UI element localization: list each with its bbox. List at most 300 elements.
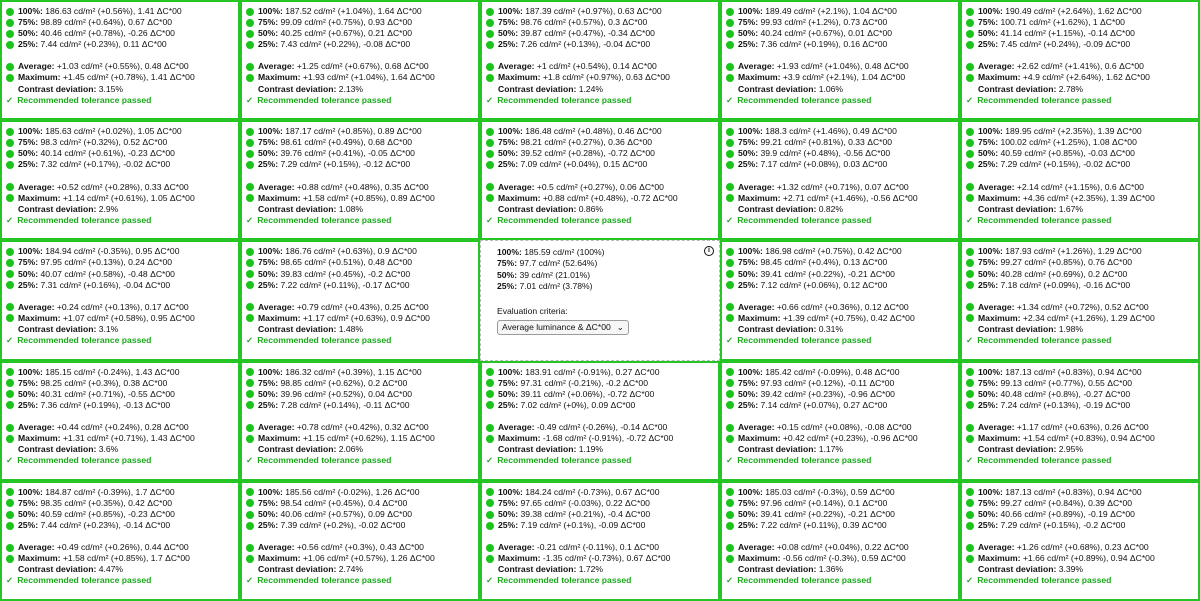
level-label: 75%: [498, 137, 519, 148]
info-icon[interactable]: i [704, 246, 714, 256]
average-row [966, 61, 1198, 72]
contrast-value: 2.9% [98, 203, 119, 214]
spacer [246, 531, 478, 542]
status-dot-icon [486, 8, 494, 16]
status-dot-icon [6, 368, 14, 376]
level-row [966, 487, 1198, 498]
level-row [6, 509, 238, 520]
status-dot-icon [486, 522, 494, 530]
level-row [486, 400, 718, 411]
status-dot-icon [966, 161, 974, 169]
pass-row [6, 215, 238, 226]
maximum-row [246, 193, 478, 204]
level-label: 100%: [498, 366, 523, 377]
spacer [726, 50, 958, 61]
status-dot-icon [6, 259, 14, 267]
status-dot-icon [246, 270, 254, 278]
level-label: 75%: [978, 497, 999, 508]
maximum-value: +1.8 cd/m² (+0.97%), 0.63 ΔC*00 [542, 72, 670, 83]
pass-row [486, 215, 718, 226]
level-label: 25%: [978, 520, 999, 531]
status-dot-icon [966, 281, 974, 289]
average-value: +0.08 cd/m² (+0.04%), 0.22 ΔC*00 [776, 542, 909, 553]
level-label: 25%: [978, 159, 999, 170]
contrast-row [6, 204, 238, 215]
contrast-value: 3.39% [1058, 564, 1084, 575]
average-row [6, 302, 238, 313]
spacer [6, 50, 238, 61]
level-label: 100%: [18, 126, 43, 137]
status-dot-icon [486, 161, 494, 169]
level-label: 100%: [258, 246, 283, 257]
level-value: 98.25 cd/m² (+0.3%), 0.38 ΔC*00 [40, 377, 168, 388]
check-icon: ✓ [246, 214, 254, 225]
level-value: 99.21 cd/m² (+0.81%), 0.33 ΔC*00 [760, 137, 893, 148]
spacer [486, 50, 718, 61]
status-dot-icon [246, 435, 254, 443]
level-label: 25%: [498, 159, 519, 170]
level-row [246, 487, 478, 498]
level-row [966, 400, 1198, 411]
level-value: 190.49 cd/m² (+2.64%), 1.62 ΔC*00 [1005, 6, 1142, 16]
contrast-label: Contrast deviation: [738, 444, 817, 455]
average-row [246, 542, 478, 553]
level-value: 7.28 cd/m² (+0.14%), -0.11 ΔC*00 [280, 399, 410, 410]
contrast-value: 1.08% [338, 203, 364, 214]
pass-label: Recommended tolerance passed [737, 575, 872, 586]
average-label: Average: [258, 542, 295, 553]
maximum-label: Maximum: [738, 433, 781, 444]
pass-row [726, 575, 958, 586]
contrast-value: 1.72% [578, 564, 604, 575]
check-icon: ✓ [6, 575, 14, 586]
contrast-label: Contrast deviation: [18, 323, 97, 334]
maximum-value: +1.06 cd/m² (+0.57%), 1.26 ΔC*00 [302, 553, 435, 564]
level-row [6, 520, 238, 531]
level-row [246, 400, 478, 411]
level-label: 25%: [258, 39, 279, 50]
status-dot-icon [486, 194, 494, 202]
status-dot-icon [726, 128, 734, 136]
level-row [246, 498, 478, 509]
contrast-value: 1.19% [578, 444, 604, 455]
status-dot-icon [246, 183, 254, 191]
level-label: 50%: [738, 268, 759, 279]
measurement-cell [240, 120, 480, 240]
maximum-row [966, 72, 1198, 83]
level-label: 25%: [258, 279, 279, 290]
level-row [966, 269, 1198, 280]
pass-label: Recommended tolerance passed [257, 94, 392, 105]
status-dot-icon [246, 150, 254, 158]
level-value: 39.41 cd/m² (+0.22%), -0.21 ΔC*00 [760, 268, 895, 279]
level-value: 7.29 cd/m² (+0.15%), -0.02 ΔC*00 [1000, 159, 1131, 170]
level-value: 184.94 cd/m² (-0.35%), 0.95 ΔC*00 [45, 246, 180, 257]
contrast-value: 1.48% [338, 323, 364, 334]
measurement-cell [960, 120, 1200, 240]
level-value: 7.39 cd/m² (+0.2%), -0.02 ΔC*00 [280, 520, 406, 531]
level-row [966, 137, 1198, 148]
status-dot-icon [726, 63, 734, 71]
contrast-row [246, 564, 478, 575]
level-value: 189.49 cd/m² (+2.1%), 1.04 ΔC*00 [765, 6, 897, 16]
spacer [6, 291, 238, 302]
level-label: 100%: [258, 6, 283, 16]
maximum-row [726, 72, 958, 83]
reference-level-value: 97.7 cd/m² (52.64%) [519, 258, 598, 269]
maximum-row [726, 553, 958, 564]
level-label: 25%: [738, 520, 759, 531]
level-value: 187.52 cd/m² (+1.04%), 1.64 ΔC*00 [285, 6, 422, 16]
average-label: Average: [18, 181, 55, 192]
average-row [726, 61, 958, 72]
level-value: 186.98 cd/m² (+0.75%), 0.42 ΔC*00 [765, 246, 902, 257]
contrast-label: Contrast deviation: [738, 323, 817, 334]
average-value: +0.56 cd/m² (+0.3%), 0.43 ΔC*00 [296, 542, 424, 553]
contrast-value: 2.74% [338, 564, 364, 575]
status-dot-icon [246, 8, 254, 16]
level-row [966, 159, 1198, 170]
maximum-row [966, 313, 1198, 324]
contrast-value: 1.36% [818, 564, 844, 575]
pass-label: Recommended tolerance passed [977, 455, 1112, 466]
level-label: 50%: [498, 28, 519, 39]
level-row [6, 148, 238, 159]
average-row [246, 302, 478, 313]
status-dot-icon [6, 544, 14, 552]
average-value: +1.26 cd/m² (+0.68%), 0.23 ΔC*00 [1016, 542, 1149, 553]
reference-level-label: 75%: [497, 258, 518, 269]
contrast-value: 0.31% [818, 323, 844, 334]
pass-row [966, 335, 1198, 346]
contrast-row [486, 564, 718, 575]
status-dot-icon [726, 30, 734, 38]
pass-label: Recommended tolerance passed [497, 94, 632, 105]
level-value: 100.71 cd/m² (+1.62%), 1 ΔC*00 [1000, 17, 1125, 28]
contrast-label: Contrast deviation: [738, 564, 817, 575]
maximum-value: +0.88 cd/m² (+0.48%), -0.72 ΔC*00 [542, 192, 678, 203]
status-dot-icon [486, 30, 494, 38]
status-dot-icon [486, 63, 494, 71]
pass-label: Recommended tolerance passed [257, 455, 392, 466]
contrast-label: Contrast deviation: [258, 83, 337, 94]
level-value: 40.48 cd/m² (+0.8%), -0.27 ΔC*00 [1000, 388, 1131, 399]
contrast-row [966, 324, 1198, 335]
average-label: Average: [18, 421, 55, 432]
level-row [966, 39, 1198, 50]
contrast-label: Contrast deviation: [978, 444, 1057, 455]
pass-label: Recommended tolerance passed [257, 575, 392, 586]
contrast-label: Contrast deviation: [498, 564, 577, 575]
average-label: Average: [258, 421, 295, 432]
status-dot-icon [726, 194, 734, 202]
level-value: 98.61 cd/m² (+0.49%), 0.68 ΔC*00 [280, 137, 413, 148]
level-value: 187.13 cd/m² (+0.83%), 0.94 ΔC*00 [1005, 366, 1142, 377]
spacer [966, 531, 1198, 542]
status-dot-icon [486, 488, 494, 496]
status-dot-icon [966, 522, 974, 530]
level-value: 7.24 cd/m² (+0.13%), -0.19 ΔC*00 [1000, 399, 1131, 410]
level-row [726, 378, 958, 389]
average-label: Average: [258, 61, 295, 72]
status-dot-icon [966, 390, 974, 398]
criteria-select[interactable] [497, 320, 629, 335]
level-label: 75%: [258, 137, 279, 148]
level-value: 40.24 cd/m² (+0.67%), 0.01 ΔC*00 [760, 28, 893, 39]
measurement-cell [0, 481, 240, 601]
maximum-value: +1.66 cd/m² (+0.89%), 0.94 ΔC*00 [1022, 553, 1155, 564]
level-row [966, 126, 1198, 137]
level-row [966, 520, 1198, 531]
pass-label: Recommended tolerance passed [257, 214, 392, 225]
measurement-cell [240, 361, 480, 481]
maximum-label: Maximum: [498, 192, 541, 203]
contrast-row [726, 444, 958, 455]
check-icon: ✓ [726, 455, 734, 466]
level-value: 189.95 cd/m² (+2.35%), 1.39 ΔC*00 [1005, 126, 1142, 137]
status-dot-icon [6, 379, 14, 387]
level-row [726, 498, 958, 509]
maximum-value: +1.15 cd/m² (+0.62%), 1.15 ΔC*00 [302, 433, 435, 444]
maximum-label: Maximum: [498, 433, 541, 444]
level-label: 25%: [978, 279, 999, 290]
level-row [6, 137, 238, 148]
status-dot-icon [6, 63, 14, 71]
status-dot-icon [726, 259, 734, 267]
level-label: 100%: [738, 486, 763, 497]
average-row [966, 422, 1198, 433]
check-icon: ✓ [246, 335, 254, 346]
level-label: 75%: [258, 257, 279, 268]
check-icon: ✓ [246, 455, 254, 466]
level-row [486, 6, 718, 17]
level-value: 40.46 cd/m² (+0.78%), -0.26 ΔC*00 [40, 28, 175, 39]
level-value: 99.27 cd/m² (+0.85%), 0.76 ΔC*00 [1000, 257, 1133, 268]
measurement-cell [720, 0, 960, 120]
status-dot-icon [726, 544, 734, 552]
status-dot-icon [6, 522, 14, 530]
maximum-row [246, 313, 478, 324]
check-icon: ✓ [486, 214, 494, 225]
level-label: 50%: [978, 28, 999, 39]
level-value: 39.52 cd/m² (+0.28%), -0.72 ΔC*00 [520, 148, 655, 159]
level-value: 7.43 cd/m² (+0.22%), -0.08 ΔC*00 [280, 39, 411, 50]
check-icon: ✓ [726, 335, 734, 346]
average-row [6, 542, 238, 553]
level-label: 100%: [18, 486, 43, 497]
average-label: Average: [738, 301, 775, 312]
level-value: 98.3 cd/m² (+0.32%), 0.52 ΔC*00 [40, 137, 168, 148]
status-dot-icon [246, 522, 254, 530]
maximum-row [486, 72, 718, 83]
average-value: +2.62 cd/m² (+1.41%), 0.6 ΔC*00 [1016, 61, 1144, 72]
level-value: 98.45 cd/m² (+0.4%), 0.13 ΔC*00 [760, 257, 888, 268]
status-dot-icon [486, 390, 494, 398]
level-value: 187.39 cd/m² (+0.97%), 0.63 ΔC*00 [525, 6, 662, 16]
level-value: 7.44 cd/m² (+0.23%), -0.14 ΔC*00 [40, 520, 171, 531]
level-value: 39.96 cd/m² (+0.52%), 0.04 ΔC*00 [280, 388, 413, 399]
maximum-row [726, 433, 958, 444]
level-value: 7.22 cd/m² (+0.11%), 0.39 ΔC*00 [760, 520, 887, 531]
average-row [486, 182, 718, 193]
status-dot-icon [726, 8, 734, 16]
average-row [966, 182, 1198, 193]
maximum-row [246, 72, 478, 83]
level-row [486, 378, 718, 389]
level-value: 40.07 cd/m² (+0.58%), -0.48 ΔC*00 [40, 268, 175, 279]
status-dot-icon [486, 74, 494, 82]
contrast-label: Contrast deviation: [18, 564, 97, 575]
status-dot-icon [486, 544, 494, 552]
pass-row [6, 95, 238, 106]
maximum-label: Maximum: [738, 553, 781, 564]
reference-level-label: 100%: [497, 247, 522, 258]
maximum-value: +0.42 cd/m² (+0.23%), -0.96 ΔC*00 [782, 433, 918, 444]
contrast-value: 3.15% [98, 83, 124, 94]
level-value: 185.15 cd/m² (-0.24%), 1.43 ΔC*00 [45, 366, 180, 377]
reference-row [497, 258, 719, 269]
measurement-cell [720, 361, 960, 481]
maximum-label: Maximum: [738, 192, 781, 203]
maximum-label: Maximum: [978, 433, 1021, 444]
maximum-row [726, 313, 958, 324]
contrast-row [6, 324, 238, 335]
status-dot-icon [486, 41, 494, 49]
level-row [486, 17, 718, 28]
level-label: 50%: [498, 148, 519, 159]
check-icon: ✓ [966, 455, 974, 466]
contrast-row [246, 444, 478, 455]
level-label: 75%: [258, 17, 279, 28]
status-dot-icon [486, 379, 494, 387]
status-dot-icon [6, 281, 14, 289]
pass-label: Recommended tolerance passed [737, 214, 872, 225]
level-label: 75%: [18, 377, 39, 388]
level-value: 40.59 cd/m² (+0.85%), -0.23 ΔC*00 [40, 508, 175, 519]
status-dot-icon [246, 74, 254, 82]
status-dot-icon [6, 19, 14, 27]
average-value: +0.49 cd/m² (+0.26%), 0.44 ΔC*00 [56, 542, 189, 553]
level-value: 97.95 cd/m² (+0.13%), 0.24 ΔC*00 [40, 257, 173, 268]
level-value: 98.35 cd/m² (+0.35%), 0.42 ΔC*00 [40, 497, 173, 508]
level-row [966, 367, 1198, 378]
status-dot-icon [966, 128, 974, 136]
level-row [246, 257, 478, 268]
check-icon: ✓ [246, 575, 254, 586]
pass-row [246, 335, 478, 346]
reference-row [497, 247, 719, 258]
average-row [726, 422, 958, 433]
level-label: 100%: [258, 366, 283, 377]
level-label: 25%: [258, 159, 279, 170]
maximum-row [6, 193, 238, 204]
level-row [6, 400, 238, 411]
status-dot-icon [726, 488, 734, 496]
level-label: 50%: [738, 388, 759, 399]
measurement-cell [240, 481, 480, 601]
level-value: 40.31 cd/m² (+0.71%), -0.55 ΔC*00 [40, 388, 175, 399]
level-row [966, 28, 1198, 39]
status-dot-icon [726, 314, 734, 322]
status-dot-icon [726, 281, 734, 289]
maximum-value: +2.71 cd/m² (+1.46%), -0.56 ΔC*00 [782, 192, 918, 203]
check-icon: ✓ [6, 214, 14, 225]
maximum-label: Maximum: [18, 192, 61, 203]
average-label: Average: [978, 61, 1015, 72]
contrast-value: 3.1% [98, 323, 119, 334]
check-icon: ✓ [486, 94, 494, 105]
status-dot-icon [246, 379, 254, 387]
spacer [6, 531, 238, 542]
average-value: +1.93 cd/m² (+1.04%), 0.48 ΔC*00 [776, 61, 909, 72]
level-value: 7.32 cd/m² (+0.17%), -0.02 ΔC*00 [40, 159, 171, 170]
status-dot-icon [6, 248, 14, 256]
maximum-row [726, 193, 958, 204]
contrast-label: Contrast deviation: [978, 564, 1057, 575]
status-dot-icon [6, 8, 14, 16]
level-label: 75%: [258, 377, 279, 388]
level-row [6, 28, 238, 39]
level-label: 75%: [738, 377, 759, 388]
contrast-value: 4.47% [98, 564, 124, 575]
average-label: Average: [498, 181, 535, 192]
level-value: 39.87 cd/m² (+0.47%), -0.34 ΔC*00 [520, 28, 655, 39]
level-label: 25%: [738, 39, 759, 50]
average-value: +0.79 cd/m² (+0.43%), 0.25 ΔC*00 [296, 301, 429, 312]
maximum-label: Maximum: [258, 433, 301, 444]
average-label: Average: [738, 61, 775, 72]
pass-row [726, 95, 958, 106]
level-value: 39.9 cd/m² (+0.48%), -0.56 ΔC*00 [760, 148, 891, 159]
status-dot-icon [246, 314, 254, 322]
status-dot-icon [6, 401, 14, 409]
average-label: Average: [738, 421, 775, 432]
average-value: +0.44 cd/m² (+0.24%), 0.28 ΔC*00 [56, 421, 189, 432]
status-dot-icon [246, 368, 254, 376]
level-value: 40.28 cd/m² (+0.69%), 0.2 ΔC*00 [1000, 268, 1128, 279]
level-row [6, 126, 238, 137]
measurement-cell [960, 0, 1200, 120]
maximum-value: +4.9 cd/m² (+2.64%), 1.62 ΔC*00 [1022, 72, 1150, 83]
level-value: 7.44 cd/m² (+0.23%), 0.11 ΔC*00 [40, 39, 167, 50]
reference-level-value: 39 cd/m² (21.01%) [519, 269, 591, 280]
level-value: 7.18 cd/m² (+0.09%), -0.16 ΔC*00 [1000, 279, 1131, 290]
contrast-value: 1.67% [1058, 203, 1084, 214]
status-dot-icon [726, 150, 734, 158]
contrast-label: Contrast deviation: [978, 83, 1057, 94]
status-dot-icon [246, 303, 254, 311]
level-value: 100.02 cd/m² (+1.25%), 1.08 ΔC*00 [1000, 137, 1137, 148]
level-row [966, 389, 1198, 400]
level-label: 50%: [258, 268, 279, 279]
level-value: 185.03 cd/m² (-0.3%), 0.59 ΔC*00 [765, 486, 895, 497]
status-dot-icon [246, 161, 254, 169]
average-value: +0.52 cd/m² (+0.28%), 0.33 ΔC*00 [56, 181, 189, 192]
level-label: 50%: [258, 388, 279, 399]
level-row [966, 246, 1198, 257]
level-value: 99.13 cd/m² (+0.77%), 0.55 ΔC*00 [1000, 377, 1133, 388]
maximum-row [6, 72, 238, 83]
maximum-value: -1.68 cd/m² (-0.91%), -0.72 ΔC*00 [542, 433, 674, 444]
check-icon: ✓ [966, 335, 974, 346]
level-row [726, 487, 958, 498]
pass-label: Recommended tolerance passed [17, 455, 152, 466]
contrast-label: Contrast deviation: [18, 444, 97, 455]
maximum-label: Maximum: [18, 553, 61, 564]
status-dot-icon [6, 435, 14, 443]
pass-label: Recommended tolerance passed [497, 214, 632, 225]
level-label: 50%: [18, 268, 39, 279]
